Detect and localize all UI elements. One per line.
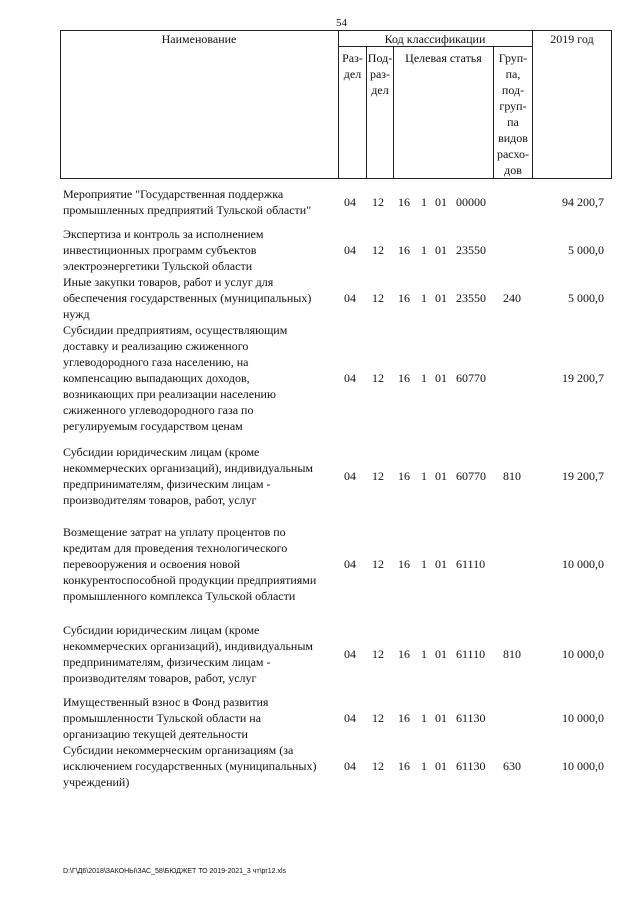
cell-rz: 04 xyxy=(344,711,356,725)
cell-cs3: 01 xyxy=(435,243,447,257)
cell-cs4: 23550 xyxy=(456,243,486,257)
cell-cs1: 16 xyxy=(398,243,410,257)
cell-vr: 810 xyxy=(503,469,521,483)
cell-cs3: 01 xyxy=(435,711,447,725)
cell-cs3: 01 xyxy=(435,371,447,385)
cell-cs1: 16 xyxy=(398,711,410,725)
cell-cs1: 16 xyxy=(398,291,410,305)
cell-cs3: 01 xyxy=(435,291,447,305)
row-name: Экспертиза и контроль за исполнением инвестиционных программ субъектов электроэнергетики Тульской области xyxy=(63,227,264,273)
cell-rz: 04 xyxy=(344,647,356,661)
cell-rz: 04 xyxy=(344,469,356,483)
cell-rz: 04 xyxy=(344,243,356,257)
header-code: Код классификации xyxy=(384,32,486,46)
cell-cs4: 00000 xyxy=(456,195,486,209)
header-podrazdel: Под- раз- дел xyxy=(367,51,393,97)
cell-cs4: 60770 xyxy=(456,469,486,483)
row-name: Субсидии некоммерческим организациям (за исключением государственных (муниципальных) учреждений) xyxy=(63,743,317,789)
cell-rz: 04 xyxy=(344,557,356,571)
cell-cs3: 01 xyxy=(435,195,447,209)
cell-rz: 04 xyxy=(344,195,356,209)
cell-pr: 12 xyxy=(372,759,384,773)
row-name: Субсидии юридическим лицам (кроме некоммерческих организаций), индивидуальным предпринимателям, физическим лицам - производителям товаров, работ, услуг xyxy=(63,623,313,685)
cell-cs3: 01 xyxy=(435,557,447,571)
cell-pr: 12 xyxy=(372,243,384,257)
cell-amount: 10 000,0 xyxy=(562,759,604,773)
cell-vr: 240 xyxy=(503,291,521,305)
cell-cs2: 1 xyxy=(421,711,427,725)
cell-rz: 04 xyxy=(344,291,356,305)
cell-cs4: 61110 xyxy=(456,557,486,571)
row-name: Мероприятие "Государственная поддержка промышленных предприятий Тульской области" xyxy=(63,187,312,217)
cell-cs2: 1 xyxy=(421,371,427,385)
cell-cs4: 61130 xyxy=(456,759,486,773)
cell-amount: 5 000,0 xyxy=(568,291,604,305)
cell-pr: 12 xyxy=(372,371,384,385)
header-target: Целевая статья xyxy=(405,51,482,65)
cell-pr: 12 xyxy=(372,557,384,571)
row-name: Субсидии предприятиям, осуществляющим доставку и реализацию сжиженного углеводородного газа населению, на компенсацию выпадающих доходов, возникающих при реализации населению сжиженного углеводородного газа по регулируемым государством ценам xyxy=(63,323,288,433)
cell-cs4: 61130 xyxy=(456,711,486,725)
cell-pr: 12 xyxy=(372,195,384,209)
cell-cs2: 1 xyxy=(421,557,427,571)
cell-amount: 94 200,7 xyxy=(562,195,604,209)
cell-pr: 12 xyxy=(372,469,384,483)
page-number: 54 xyxy=(336,17,347,29)
row-name: Имущественный взнос в Фонд развития промышленности Тульской области на организацию текущей деятельности xyxy=(63,695,269,741)
cell-cs3: 01 xyxy=(435,647,447,661)
cell-amount: 5 000,0 xyxy=(568,243,604,257)
cell-cs2: 1 xyxy=(421,195,427,209)
cell-cs3: 01 xyxy=(435,469,447,483)
cell-rz: 04 xyxy=(344,759,356,773)
cell-cs4: 23550 xyxy=(456,291,486,305)
cell-vr: 810 xyxy=(503,647,521,661)
cell-cs1: 16 xyxy=(398,557,410,571)
cell-cs1: 16 xyxy=(398,195,410,209)
header-name: Наименование xyxy=(161,32,237,46)
cell-cs1: 16 xyxy=(398,371,410,385)
cell-pr: 12 xyxy=(372,291,384,305)
cell-amount: 19 200,7 xyxy=(562,371,604,385)
footer-file-path: D:\Г\Д6\2018\ЗАКОНЫ\ЗАС_58\БЮДЖЕТ ТО 2019-2021_3 чт\pr12.xls xyxy=(63,868,287,875)
row-name: Иные закупки товаров, работ и услуг для обеспечения государственных (муниципальных) нужд xyxy=(63,275,312,321)
cell-vr: 630 xyxy=(503,759,521,773)
cell-pr: 12 xyxy=(372,711,384,725)
cell-cs1: 16 xyxy=(398,759,410,773)
cell-cs2: 1 xyxy=(421,647,427,661)
cell-cs4: 61110 xyxy=(456,647,486,661)
cell-cs2: 1 xyxy=(421,759,427,773)
cell-amount: 19 200,7 xyxy=(562,469,604,483)
row-name: Возмещение затрат на уплату процентов по кредитам для проведения технологического перевооружения и освоения новой конкурентоспособной продукции предприятиями промышленного комплекса Тульской области xyxy=(63,525,317,603)
cell-cs1: 16 xyxy=(398,469,410,483)
cell-cs3: 01 xyxy=(435,759,447,773)
cell-rz: 04 xyxy=(344,371,356,385)
cell-amount: 10 000,0 xyxy=(562,711,604,725)
row-name: Субсидии юридическим лицам (кроме некоммерческих организаций), индивидуальным предпринимателям, физическим лицам - производителям товаров, работ, услуг xyxy=(63,445,313,507)
cell-cs1: 16 xyxy=(398,647,410,661)
cell-pr: 12 xyxy=(372,647,384,661)
cell-amount: 10 000,0 xyxy=(562,557,604,571)
header-razdel: Раз- дел xyxy=(342,51,363,81)
cell-amount: 10 000,0 xyxy=(562,647,604,661)
cell-cs2: 1 xyxy=(421,469,427,483)
header-year: 2019 год xyxy=(550,32,594,46)
header-group: Груп- па, под- груп- па видов расхо- дов xyxy=(496,51,530,177)
cell-cs4: 60770 xyxy=(456,371,486,385)
cell-cs2: 1 xyxy=(421,291,427,305)
cell-cs2: 1 xyxy=(421,243,427,257)
